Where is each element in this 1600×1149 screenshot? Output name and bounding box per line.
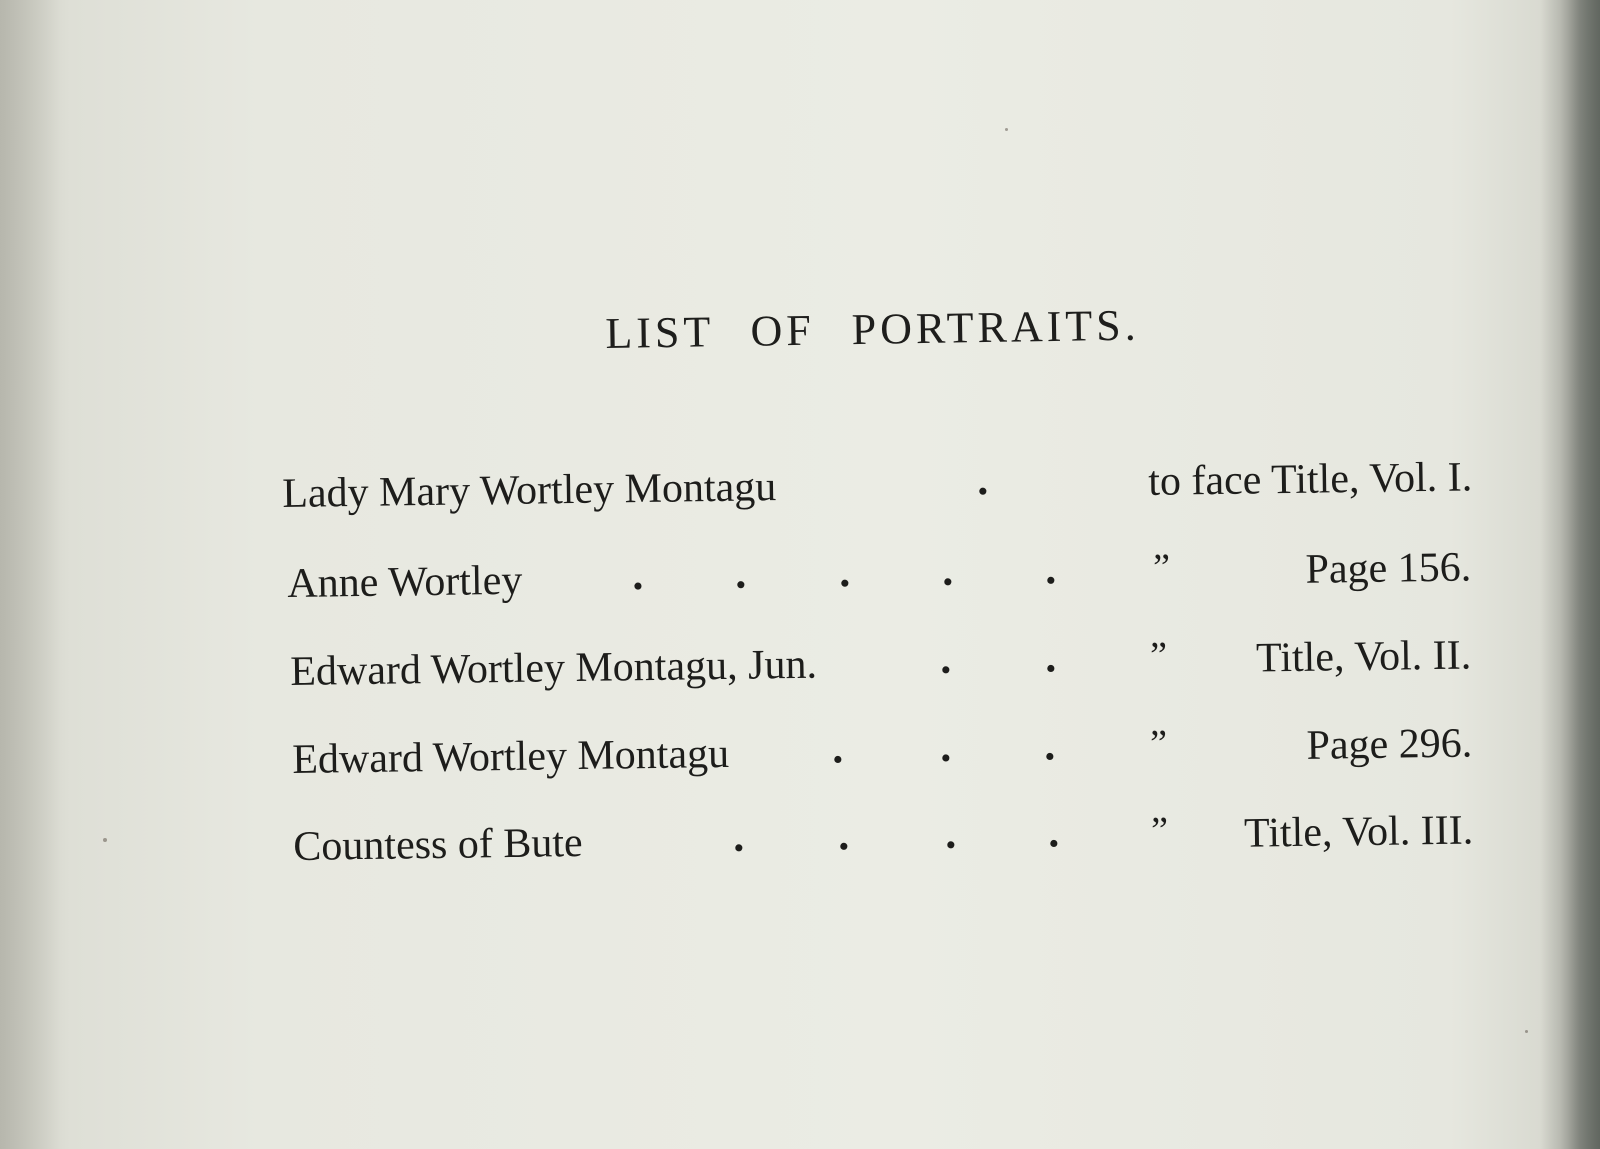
page-edge-right <box>1540 0 1600 1149</box>
portrait-entry <box>290 632 1472 708</box>
ditto-mark: ” <box>1152 546 1171 589</box>
dot-leader: . <box>939 633 952 683</box>
portrait-name: Anne Wortley <box>287 557 523 607</box>
dot-leader: . <box>837 810 850 860</box>
ditto-mark: ” <box>1150 809 1169 853</box>
portrait-entry <box>282 453 1473 530</box>
portrait-entry <box>293 807 1474 883</box>
dot-leader: . <box>1044 544 1057 594</box>
portrait-entry <box>292 720 1473 796</box>
dot-leader: . <box>831 723 844 773</box>
portrait-name: Countess of Bute <box>293 819 583 870</box>
ditto-mark: ” <box>1149 634 1168 677</box>
dot-leader: . <box>976 455 989 505</box>
dot-leader: . <box>1044 632 1057 682</box>
portrait-reference: Title, Vol. II. <box>1255 632 1472 682</box>
dot-leader: . <box>1047 807 1060 857</box>
dot-leader: . <box>939 721 952 771</box>
dot-leader: . <box>838 547 851 597</box>
paper-speck <box>103 838 107 842</box>
dot-leader: . <box>732 811 745 861</box>
dot-leader: . <box>1043 720 1056 770</box>
dot-leader: . <box>631 550 644 600</box>
portrait-reference: Title, Vol. III. <box>1243 807 1474 857</box>
portrait-reference: Page 296. <box>1306 720 1473 769</box>
paper-speck <box>1525 1030 1528 1033</box>
portrait-reference: Page 156. <box>1305 544 1472 593</box>
paper-speck <box>1005 128 1008 131</box>
page-heading: LIST OF PORTRAITS. <box>605 300 1141 358</box>
portrait-name: Lady Mary Wortley Montagu <box>282 464 777 517</box>
portrait-name: Edward Wortley Montagu <box>292 730 730 783</box>
portrait-name: Edward Wortley Montagu, Jun. <box>290 641 818 695</box>
portrait-entry <box>287 543 1472 620</box>
dot-leader: . <box>941 545 954 595</box>
dot-leader: . <box>734 548 747 598</box>
ditto-mark: ” <box>1149 722 1168 766</box>
dot-leader: . <box>944 808 957 858</box>
portrait-reference: to face Title, Vol. I. <box>1147 454 1473 505</box>
